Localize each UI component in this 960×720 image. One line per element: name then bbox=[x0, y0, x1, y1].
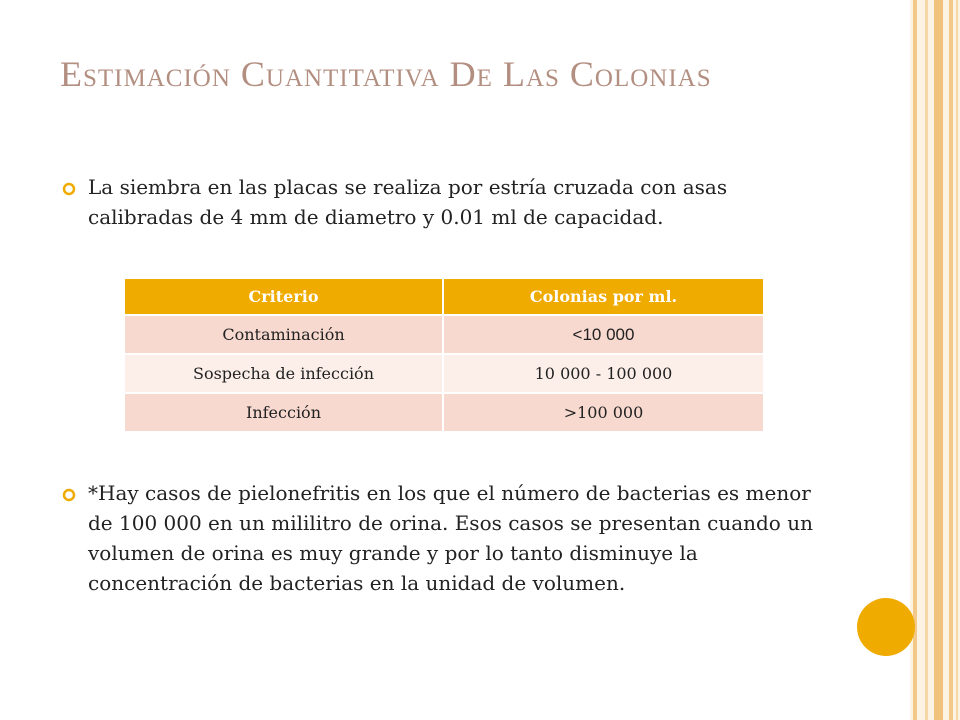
table-cell: <10 000 bbox=[443, 315, 764, 354]
table-cell: Sospecha de infección bbox=[125, 354, 443, 393]
table-cell: Infección bbox=[125, 393, 443, 432]
slide-title: Estimación Cuantitativa De Las Colonias bbox=[60, 54, 712, 94]
bullet-text: La siembra en las placas se realiza por estría cruzada con asas calibradas de 4 mm de diametro y 0.01 ml de capacidad. bbox=[88, 175, 728, 229]
decorative-side-stripes bbox=[910, 0, 960, 720]
colony-criteria-table bbox=[125, 279, 765, 433]
table-row bbox=[125, 315, 764, 354]
bullet-item bbox=[60, 478, 820, 598]
decorative-circle bbox=[857, 598, 915, 656]
table-header-row bbox=[125, 279, 764, 315]
table-row bbox=[125, 354, 764, 393]
table-header-cell: Colonias por ml. bbox=[443, 279, 764, 315]
table-header-cell: Criterio bbox=[125, 279, 443, 315]
table-cell: Contaminación bbox=[125, 315, 443, 354]
bullet-ring-icon bbox=[62, 488, 76, 502]
bullet-ring-icon bbox=[62, 182, 76, 196]
bullet-item bbox=[60, 172, 820, 232]
table-row bbox=[125, 393, 764, 432]
table-cell: >100 000 bbox=[443, 393, 764, 432]
bullet-text: *Hay casos de pielonefritis en los que el número de bacterias es menor de 100 000 en un mililitro de orina. Esos casos se presentan cuando un volumen de orina es muy grande y por lo tanto disminuye la concentración de bacterias en la unidad de volumen. bbox=[88, 481, 813, 595]
table-cell: 10 000 - 100 000 bbox=[443, 354, 764, 393]
